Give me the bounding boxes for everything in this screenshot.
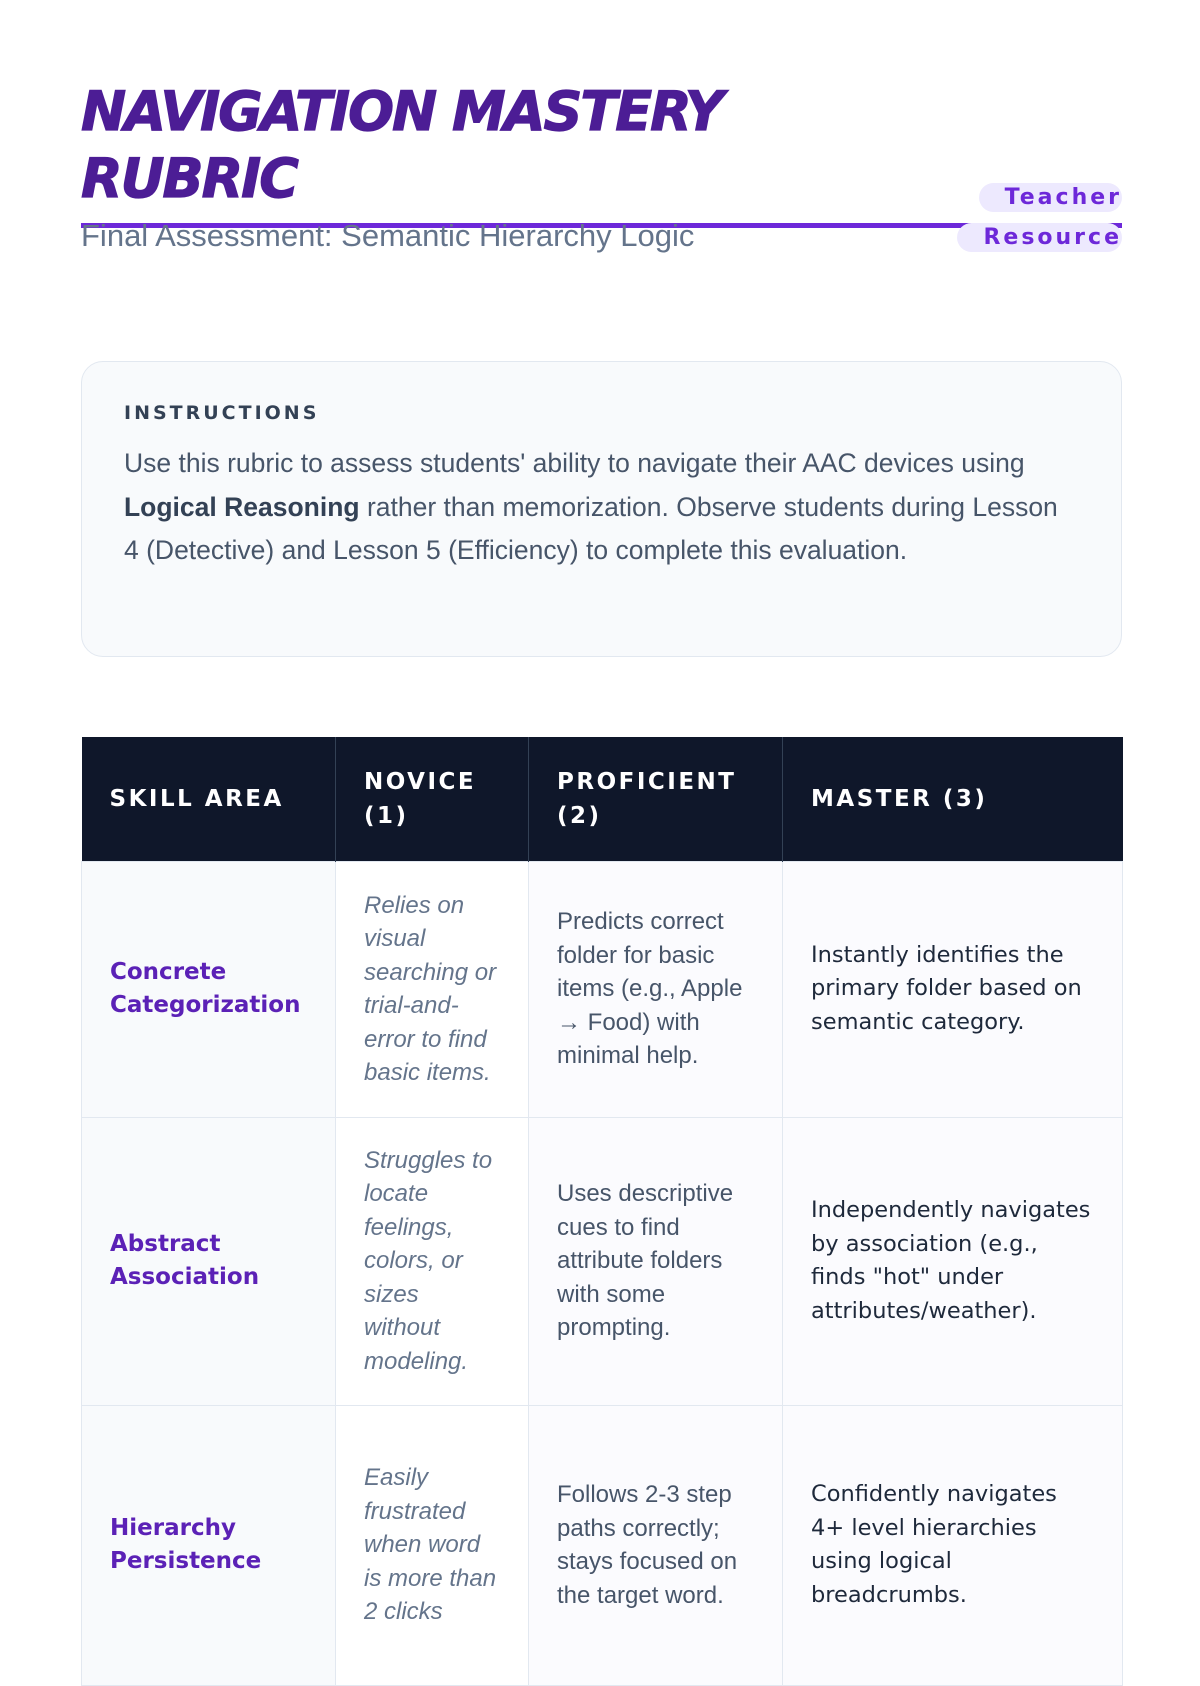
page-header (81, 0, 1122, 253)
instructions-text (124, 442, 1079, 573)
master-cell: Instantly identifies the primary folder based on semantic category. (783, 861, 1123, 1117)
instructions-heading: INSTRUCTIONS (124, 402, 320, 424)
rubric-header-row (82, 737, 1123, 861)
table-row (82, 1405, 1123, 1685)
novice-cell: Relies on visual searching or trial-and-error to find basic items. (336, 861, 529, 1117)
master-cell: Independently navigates by association (e.g., finds "hot" under attributes/weather). (783, 1117, 1123, 1405)
rubric-table (81, 737, 1123, 1686)
badge-label: Teacher Resource (957, 183, 1122, 252)
column-header-skill-area: SKILL AREA (82, 737, 336, 861)
novice-cell: Easily frustrated when word is more than 2 clicks (336, 1405, 529, 1685)
skill-area-cell: Concrete Categorization (82, 861, 336, 1117)
column-header-master: MASTER (3) (783, 737, 1123, 861)
instructions-box (81, 361, 1122, 657)
novice-cell: Struggles to locate feelings, colors, or sizes without modeling. (336, 1117, 529, 1405)
table-row (82, 1117, 1123, 1405)
column-header-proficient: PROFICIENT (2) (529, 737, 783, 861)
skill-area-cell: Hierarchy Persistence (82, 1405, 336, 1685)
rubric-page (81, 0, 1122, 1626)
column-header-novice: NOVICE (1) (336, 737, 529, 861)
instructions-text-end: rather than memorization. Observe students during Lesson 4 (Detective) and Lesson 5 (Efficiency) to complete this evaluation. (124, 491, 1058, 565)
teacher-resource-badge (950, 178, 1122, 258)
page-subtitle: Final Assessment: Semantic Hierarchy Logic (81, 218, 695, 253)
instructions-emphasis: Logical Reasoning (124, 491, 360, 522)
master-cell: Confidently navigates 4+ level hierarchies using logical breadcrumbs. (783, 1405, 1123, 1685)
page-title: NAVIGATION MASTERY RUBRIC (81, 80, 722, 210)
proficient-cell: Predicts correct folder for basic items (e.g., Apple → Food) with minimal help. (529, 861, 783, 1117)
instructions-text-start: Use this rubric to assess students' ability to navigate their AAC devices using (124, 448, 1025, 478)
table-row (82, 861, 1123, 1117)
skill-area-cell: Abstract Association (82, 1117, 336, 1405)
proficient-cell: Follows 2-3 step paths correctly; stays focused on the target word. (529, 1405, 783, 1685)
proficient-cell: Uses descriptive cues to find attribute folders with some prompting. (529, 1117, 783, 1405)
